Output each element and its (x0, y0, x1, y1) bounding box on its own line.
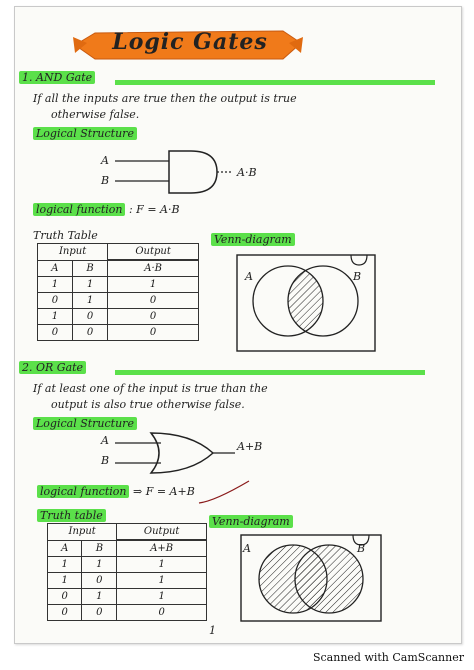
or-heading (19, 361, 86, 374)
or-input-b: B (101, 454, 110, 467)
and-truth-table (37, 243, 199, 341)
and-output-label: A·B (237, 166, 257, 179)
or-table-header-output: Output (117, 524, 207, 541)
or-venn-a: A (243, 542, 251, 555)
notebook-page (14, 6, 462, 644)
and-description-line2: otherwise false. (51, 108, 140, 121)
table-row: 1 1 1 (38, 277, 199, 293)
and-table-sub-a: A (38, 260, 73, 277)
or-description-line2: output is also true otherwise false. (51, 398, 245, 411)
table-row: 0 1 1 (48, 589, 207, 605)
and-heading (19, 71, 95, 84)
or-heading-text: 2. OR Gate (19, 361, 86, 374)
or-description-line1: If at least one of the input is true than the (33, 382, 268, 395)
and-table-header-input: Input (38, 244, 108, 261)
or-function-label: logical function (37, 485, 129, 498)
or-function-expr: ⇒ F = A+B (132, 485, 195, 498)
page-number: 1 (209, 624, 216, 637)
table-row: 1 1 1 (48, 557, 207, 573)
or-output-label: A+B (237, 440, 263, 453)
or-structure-label-text: Logical Structure (33, 417, 137, 430)
and-structure-label (33, 127, 137, 140)
and-venn-diagram (233, 251, 383, 355)
table-row: 1 0 1 (48, 573, 207, 589)
and-heading-underline (115, 79, 435, 87)
and-gate-diagram (95, 147, 295, 202)
and-input-a: A (101, 154, 109, 167)
table-row: 1 0 0 (38, 309, 199, 325)
and-venn-label (211, 233, 295, 246)
or-table-sub-b: B (82, 540, 117, 557)
and-description-line1: If all the inputs are true then the output is true (33, 92, 297, 105)
or-truth-table (47, 523, 207, 621)
and-truth-table-label: Truth Table (33, 229, 98, 242)
or-venn-label (209, 515, 293, 528)
and-input-b: B (101, 174, 110, 187)
pen-stroke (195, 477, 255, 507)
or-truth-table-label (37, 509, 106, 522)
and-heading-text: 1. AND Gate (19, 71, 95, 84)
table-row: 0 0 0 (38, 325, 199, 341)
scan-footer: Scanned with CamScanner (312, 651, 464, 664)
table-row: 0 0 0 (48, 605, 207, 621)
and-table-header-output: Output (108, 244, 199, 261)
table-row: 0 1 0 (38, 293, 199, 309)
and-table-sub-out: A·B (108, 260, 199, 277)
and-structure-label-text: Logical Structure (33, 127, 137, 140)
and-function-label: logical function (33, 203, 125, 216)
or-heading-underline (115, 369, 425, 377)
or-table-sub-out: A+B (117, 540, 207, 557)
or-venn-label-text: Venn-diagram (209, 515, 293, 528)
or-input-a: A (101, 434, 109, 447)
or-table-sub-a: A (48, 540, 82, 557)
or-gate-diagram (95, 427, 295, 482)
or-function (37, 485, 195, 498)
or-truth-table-label-text: Truth table (37, 509, 106, 522)
and-venn-b: B (353, 270, 362, 283)
page-title: Logic Gates (112, 29, 268, 55)
and-function (33, 203, 180, 216)
and-venn-label-text: Venn-diagram (211, 233, 295, 246)
and-function-expr: : F = A·B (128, 203, 180, 216)
or-venn-b: B (357, 542, 366, 555)
and-venn-a: A (245, 270, 253, 283)
or-table-header-input: Input (48, 524, 117, 541)
and-table-sub-b: B (72, 260, 107, 277)
